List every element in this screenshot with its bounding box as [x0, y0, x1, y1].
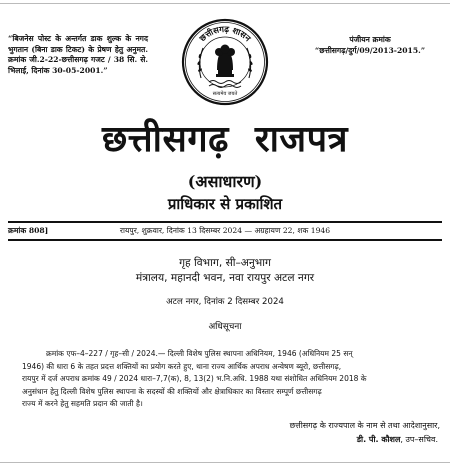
registration-note [304, 34, 436, 56]
emblem-motto: सत्यमेव जयते [212, 91, 238, 97]
postal-permit-note: “बिजनेस पोस्ट के अन्तर्गत डाक शुल्क के नगद भुगतान (बिना डाक टिकट) के प्रेषण हेतु अनुमत. क्रमांक जी.2-22-छत्तीसगढ़ गजट / 38 सि. से. भिलाई, दिनांक 30-05-2001.” [8, 34, 148, 75]
body-line: अनुसंधान हेतु दिल्ली विशेष पुलिस स्थापना के सदस्यों की शक्तियों और क्षेत्राधिकार का विस्तार सम्पूर्ण छत्तीसगढ़ [22, 386, 322, 396]
body-line: 1946) की धारा 6 के तहत प्रदत्त शक्तियों का प्रयोग करते हुए, थाना राज्य आर्थिक अपराध अन्वेषण ब्यूरो, छत्तीसगढ़, [22, 361, 342, 371]
issue-date: रायपुर, शुक्रवार, दिनांक 13 दिसम्बर 2024 — अग्रहायण 22, शक 1946 [119, 226, 331, 235]
gazette-title [0, 117, 450, 161]
body-line: रायपुर में दर्ज अपराध क्रमांक 49 / 2024 धारा–7,7(क), 8, 13(2) भ.नि.अधि. 1988 यथा संशोधित अधिनियम 2018 के [22, 374, 367, 384]
top-rule [8, 221, 442, 223]
gazette-title-word2: राजपत्र [254, 118, 348, 160]
issue-number: क्रमांक 808] [8, 226, 49, 235]
gazette-title-word1: छत्तीसगढ़ [102, 118, 229, 160]
department-address: मंत्रालय, महानदी भवन, नवा रायपुर अटल नगर [135, 272, 315, 284]
gazette-type: (असाधारण) [187, 172, 263, 191]
notification-body [22, 348, 440, 411]
department-name: गृह विभाग, सी–अनुभाग [179, 257, 271, 269]
notification-heading: अधिसूचना [208, 322, 242, 332]
state-emblem-icon [181, 18, 269, 106]
signatory-designation: , उप–सचिव. [400, 435, 438, 444]
body-line: क्रमांक एफ–4–227 / गृह–सी / 2024.— दिल्ली विशेष पुलिस स्थापना अधिनियम, 1946 (अधिनियम 25 सन् [46, 349, 353, 358]
signature-order-line: छत्तीसगढ़ के राज्यपाल के नाम से तथा आदेशानुसार, [289, 421, 440, 430]
bottom-border [0, 462, 450, 463]
gazette-authority: प्राधिकार से प्रकाशित [167, 195, 283, 213]
svg-text:छत्तीसगढ़ शासन [197, 24, 254, 44]
top-border [0, 3, 450, 4]
place-date: अटल नगर, दिनांक 2 दिसम्बर 2024 [166, 297, 284, 307]
registration-number: “छत्तीसगढ़/दुर्ग/09/2013-2015.” [314, 46, 426, 55]
signatory-name: डी. पी. कौशल [356, 435, 401, 444]
registration-label: पंजीयन क्रमांक [349, 35, 391, 44]
body-line: राज्य में करने हेतु सहमति प्रदान की जाती है। [22, 399, 143, 409]
emblem-arc-text: छत्तीसगढ़ शासन [197, 23, 253, 44]
department-block [0, 256, 450, 286]
bottom-rule [8, 239, 442, 241]
signature-block [138, 434, 438, 445]
